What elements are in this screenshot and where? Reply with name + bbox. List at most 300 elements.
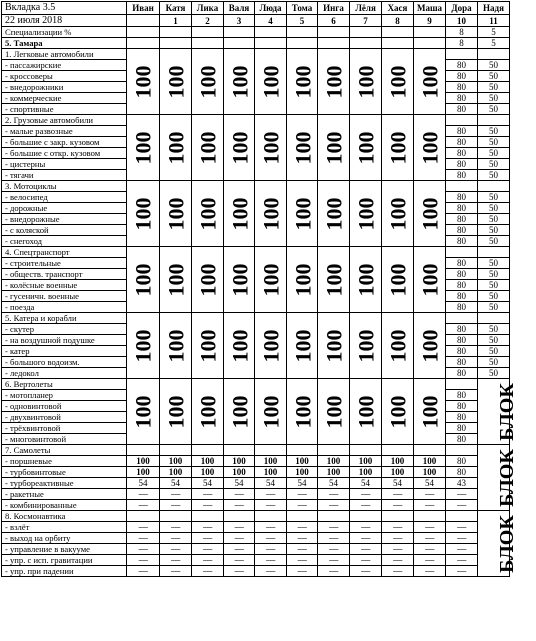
dash-value: ----- xyxy=(192,522,224,533)
value-100: 100 xyxy=(163,197,189,230)
item-label: - турбовинтовые xyxy=(2,467,127,478)
dora-value: 80 xyxy=(446,456,478,467)
nadya-value: 50 xyxy=(478,335,510,346)
plane-value: 100 xyxy=(350,467,382,478)
value-vertical xyxy=(350,313,382,379)
dash-value: ----- xyxy=(318,555,350,566)
column-name: Люда xyxy=(255,2,287,15)
dora-value: 80 xyxy=(446,335,478,346)
nadya-value: 50 xyxy=(478,324,510,335)
dora-value: ----- xyxy=(446,489,478,500)
item-label: - мотопланер xyxy=(2,390,127,401)
plane-value: 54 xyxy=(414,478,446,489)
table-row xyxy=(2,555,510,566)
plane-value: ----- xyxy=(127,500,160,511)
plane-value: 100 xyxy=(192,456,224,467)
value-vertical xyxy=(382,115,414,181)
empty-cell xyxy=(318,445,350,456)
dash-value: ----- xyxy=(382,533,414,544)
value-100: 100 xyxy=(290,395,316,428)
value-vertical xyxy=(382,49,414,115)
dash-value: ----- xyxy=(160,555,192,566)
plane-value: 100 xyxy=(350,456,382,467)
value-100: 100 xyxy=(195,395,221,428)
empty-cell xyxy=(192,38,224,49)
item-label: - снегоход xyxy=(2,236,127,247)
column-name: Валя xyxy=(224,2,255,15)
empty-cell xyxy=(127,445,160,456)
empty-cell xyxy=(224,511,255,522)
dash-value: ----- xyxy=(382,522,414,533)
value-vertical xyxy=(224,379,255,445)
value-100: 100 xyxy=(258,197,284,230)
value-vertical xyxy=(224,115,255,181)
value-100: 100 xyxy=(321,131,347,164)
dora-value: 80 xyxy=(446,467,478,478)
empty-cell xyxy=(127,27,160,38)
value-100: 100 xyxy=(385,131,411,164)
value-100: 100 xyxy=(163,65,189,98)
dash-value: ----- xyxy=(127,555,160,566)
table-row xyxy=(2,49,510,60)
empty-cell xyxy=(127,511,160,522)
dora-value: 80 xyxy=(446,390,478,401)
value-vertical xyxy=(350,115,382,181)
column-name: Катя xyxy=(160,2,192,15)
item-label: - трёхвинтовой xyxy=(2,423,127,434)
empty-cell xyxy=(160,27,192,38)
item-label: - гусеничн. военные xyxy=(2,291,127,302)
value-vertical xyxy=(255,115,287,181)
dash-value: ----- xyxy=(224,533,255,544)
section-title: 7. Самолеты xyxy=(2,445,127,456)
empty-cell xyxy=(446,247,478,258)
spec-dora: 8 xyxy=(446,27,478,38)
nadya-value: 50 xyxy=(478,357,510,368)
blok-text: БЛОК xyxy=(495,382,518,441)
empty-cell xyxy=(414,38,446,49)
item-label: - многовинтовой xyxy=(2,434,127,445)
empty-cell xyxy=(318,27,350,38)
empty-cell xyxy=(478,49,510,60)
column-name: Инга xyxy=(318,2,350,15)
column-number: 5 xyxy=(287,15,318,27)
dash-value: ----- xyxy=(224,566,255,577)
value-100: 100 xyxy=(195,131,221,164)
date-label: 22 июля 2018 xyxy=(2,15,127,27)
nadya-value: 50 xyxy=(478,126,510,137)
value-100: 100 xyxy=(353,329,379,362)
dash-value: ----- xyxy=(382,555,414,566)
plane-value: 100 xyxy=(224,456,255,467)
value-100: 100 xyxy=(353,395,379,428)
plane-value: ----- xyxy=(224,500,255,511)
dash-value: ----- xyxy=(224,555,255,566)
value-vertical xyxy=(414,247,446,313)
dora-value: 80 xyxy=(446,93,478,104)
value-vertical xyxy=(127,247,160,313)
nadya-value: 50 xyxy=(478,368,510,379)
empty-cell xyxy=(350,38,382,49)
empty-cell xyxy=(446,511,478,522)
section-title: 8. Космонавтика xyxy=(2,511,127,522)
table-row xyxy=(2,456,510,467)
nadya-value: 50 xyxy=(478,346,510,357)
blok-label xyxy=(478,379,518,445)
column-number: 2 xyxy=(192,15,224,27)
dash-value: ----- xyxy=(318,522,350,533)
value-vertical xyxy=(318,247,350,313)
spec-nadya: 5 xyxy=(478,27,510,38)
dash-value: ----- xyxy=(192,555,224,566)
plane-value: 100 xyxy=(414,456,446,467)
plane-value: 54 xyxy=(382,478,414,489)
plane-value: ----- xyxy=(382,489,414,500)
empty-cell xyxy=(478,313,510,324)
item-label: - поршневые xyxy=(2,456,127,467)
plane-value: ----- xyxy=(160,500,192,511)
value-100: 100 xyxy=(195,329,221,362)
blok-text: БЛОК xyxy=(495,514,518,573)
value-100: 100 xyxy=(227,329,253,362)
value-vertical xyxy=(192,49,224,115)
value-100: 100 xyxy=(227,65,253,98)
plane-value: 54 xyxy=(192,478,224,489)
value-vertical xyxy=(350,181,382,247)
value-vertical xyxy=(382,181,414,247)
value-vertical xyxy=(414,49,446,115)
column-name: Хася xyxy=(382,2,414,15)
value-vertical xyxy=(224,313,255,379)
dash-value: ----- xyxy=(414,533,446,544)
empty-cell xyxy=(192,511,224,522)
empty-cell xyxy=(382,511,414,522)
dash-value: ----- xyxy=(318,566,350,577)
plane-value: ----- xyxy=(414,489,446,500)
item-label: - спортивные xyxy=(2,104,127,115)
dora-value: 80 xyxy=(446,357,478,368)
dora-value: 80 xyxy=(446,159,478,170)
dash-value: ----- xyxy=(414,522,446,533)
item-label: - строительные xyxy=(2,258,127,269)
empty-cell xyxy=(414,27,446,38)
dash-value: ----- xyxy=(414,555,446,566)
section-title: 2. Грузовые автомобили xyxy=(2,115,127,126)
item-label: - управление в вакууме xyxy=(2,544,127,555)
plane-value: 54 xyxy=(350,478,382,489)
empty-cell xyxy=(350,445,382,456)
empty-cell xyxy=(255,511,287,522)
value-100: 100 xyxy=(290,197,316,230)
value-100: 100 xyxy=(385,329,411,362)
dash-value: ----- xyxy=(350,544,382,555)
value-vertical xyxy=(192,181,224,247)
nadya-value: 50 xyxy=(478,104,510,115)
item-label: - турбореактивные xyxy=(2,478,127,489)
dora-value: 43 xyxy=(446,478,478,489)
value-100: 100 xyxy=(130,329,156,362)
item-label: - ракетные xyxy=(2,489,127,500)
item-label: - поезда xyxy=(2,302,127,313)
plane-value: ----- xyxy=(350,500,382,511)
item-label: - малые развозные xyxy=(2,126,127,137)
blok-text: БЛОК xyxy=(495,448,518,507)
item-label: - с коляской xyxy=(2,225,127,236)
column-number: 3 xyxy=(224,15,255,27)
value-100: 100 xyxy=(353,263,379,296)
item-label: - большие с закр. кузовом xyxy=(2,137,127,148)
nadya-value: 50 xyxy=(478,280,510,291)
value-vertical xyxy=(382,313,414,379)
empty-cell xyxy=(414,511,446,522)
dash-value: ----- xyxy=(414,544,446,555)
dash-value: ----- xyxy=(446,566,478,577)
value-100: 100 xyxy=(353,65,379,98)
empty-cell xyxy=(446,445,478,456)
value-100: 100 xyxy=(385,395,411,428)
blok-label xyxy=(478,445,518,511)
plane-value: 100 xyxy=(414,467,446,478)
item-label: - велосипед xyxy=(2,192,127,203)
value-100: 100 xyxy=(321,197,347,230)
column-number: 4 xyxy=(255,15,287,27)
dora-value: 80 xyxy=(446,423,478,434)
dora-value: 80 xyxy=(446,82,478,93)
item-label: - цистерны xyxy=(2,159,127,170)
table-row xyxy=(2,181,510,192)
dash-value: ----- xyxy=(382,544,414,555)
empty-cell xyxy=(382,27,414,38)
value-100: 100 xyxy=(227,395,253,428)
value-vertical xyxy=(414,115,446,181)
dora-value: 80 xyxy=(446,203,478,214)
value-vertical xyxy=(318,313,350,379)
plane-value: 100 xyxy=(160,456,192,467)
plane-value: 100 xyxy=(192,467,224,478)
empty-cell xyxy=(192,27,224,38)
value-100: 100 xyxy=(195,197,221,230)
dora-value: 80 xyxy=(446,324,478,335)
plane-value: 100 xyxy=(287,456,318,467)
item-label: - пассажирские xyxy=(2,60,127,71)
empty-cell xyxy=(478,247,510,258)
value-100: 100 xyxy=(417,263,443,296)
value-vertical xyxy=(255,49,287,115)
table-row xyxy=(2,478,510,489)
table-row xyxy=(2,522,510,533)
table-row xyxy=(2,489,510,500)
value-vertical xyxy=(160,115,192,181)
dora-value: 80 xyxy=(446,60,478,71)
empty-cell xyxy=(224,27,255,38)
value-vertical xyxy=(192,115,224,181)
value-vertical xyxy=(350,49,382,115)
value-100: 100 xyxy=(290,131,316,164)
plane-value: 100 xyxy=(127,467,160,478)
value-vertical xyxy=(318,379,350,445)
dora-value: ----- xyxy=(446,500,478,511)
column-name: Тома xyxy=(287,2,318,15)
table-row xyxy=(2,445,510,456)
empty-cell xyxy=(287,445,318,456)
value-100: 100 xyxy=(321,65,347,98)
plane-value: ----- xyxy=(160,489,192,500)
column-number: 9 xyxy=(414,15,446,27)
value-100: 100 xyxy=(227,263,253,296)
dora-value: 80 xyxy=(446,434,478,445)
dora-value: 80 xyxy=(446,269,478,280)
value-vertical xyxy=(287,181,318,247)
plane-value: 100 xyxy=(224,467,255,478)
plane-value: 100 xyxy=(382,467,414,478)
column-number: 6 xyxy=(318,15,350,27)
dora-value: 80 xyxy=(446,346,478,357)
section-title: 5. Катера и корабли xyxy=(2,313,127,324)
dash-value: ----- xyxy=(318,544,350,555)
value-100: 100 xyxy=(258,263,284,296)
section-title: 6. Вертолеты xyxy=(2,379,127,390)
item-label: - внедорожники xyxy=(2,82,127,93)
value-100: 100 xyxy=(195,263,221,296)
dash-value: ----- xyxy=(287,544,318,555)
value-vertical xyxy=(160,379,192,445)
empty-cell xyxy=(287,27,318,38)
empty-cell xyxy=(318,38,350,49)
table-row xyxy=(2,313,510,324)
value-vertical xyxy=(127,181,160,247)
value-vertical xyxy=(287,313,318,379)
plane-value: 54 xyxy=(255,478,287,489)
item-label: - катер xyxy=(2,346,127,357)
value-100: 100 xyxy=(321,263,347,296)
dash-value: ----- xyxy=(287,555,318,566)
item-label: - большого водоизм. xyxy=(2,357,127,368)
item-label: - дорожные xyxy=(2,203,127,214)
value-vertical xyxy=(224,49,255,115)
item-label: - комбинированные xyxy=(2,500,127,511)
column-number xyxy=(127,15,160,27)
nadya-value: 50 xyxy=(478,203,510,214)
dash-value: ----- xyxy=(350,533,382,544)
dora-value: 80 xyxy=(446,214,478,225)
plane-value: 100 xyxy=(382,456,414,467)
dora-value: 80 xyxy=(446,401,478,412)
dash-value: ----- xyxy=(255,522,287,533)
plane-value: ----- xyxy=(318,489,350,500)
value-vertical xyxy=(224,247,255,313)
empty-cell xyxy=(287,511,318,522)
dora-value: 80 xyxy=(446,137,478,148)
empty-cell xyxy=(224,445,255,456)
dash-value: ----- xyxy=(127,544,160,555)
dora-value: 80 xyxy=(446,225,478,236)
plane-value: 100 xyxy=(287,467,318,478)
value-vertical xyxy=(255,313,287,379)
plane-value: ----- xyxy=(255,489,287,500)
value-100: 100 xyxy=(321,329,347,362)
value-vertical xyxy=(414,181,446,247)
dash-value: ----- xyxy=(287,533,318,544)
empty-cell xyxy=(350,27,382,38)
value-vertical xyxy=(127,313,160,379)
empty-cell xyxy=(255,27,287,38)
dash-value: ----- xyxy=(255,566,287,577)
dora-value: 80 xyxy=(446,104,478,115)
item-label: - упр. при падении xyxy=(2,566,127,577)
section-title: 1. Легковые автомобили xyxy=(2,49,127,60)
value-vertical xyxy=(318,49,350,115)
value-vertical xyxy=(287,379,318,445)
column-name: Надя xyxy=(478,2,510,15)
dash-value: ----- xyxy=(255,555,287,566)
table-row xyxy=(2,467,510,478)
nadya-value: 50 xyxy=(478,291,510,302)
value-100: 100 xyxy=(130,395,156,428)
dash-value: ----- xyxy=(224,522,255,533)
table-row xyxy=(2,2,510,15)
column-number: 7 xyxy=(350,15,382,27)
dora-value: 80 xyxy=(446,368,478,379)
value-vertical xyxy=(287,115,318,181)
value-vertical xyxy=(192,379,224,445)
value-100: 100 xyxy=(385,263,411,296)
plane-value: 54 xyxy=(224,478,255,489)
dash-value: ----- xyxy=(255,544,287,555)
dash-value: ----- xyxy=(382,566,414,577)
value-vertical xyxy=(192,247,224,313)
plane-value: ----- xyxy=(350,489,382,500)
plane-value: ----- xyxy=(255,500,287,511)
dash-value: ----- xyxy=(192,566,224,577)
item-label: - большие с откр. кузовом xyxy=(2,148,127,159)
plane-value: 100 xyxy=(318,456,350,467)
empty-cell xyxy=(160,511,192,522)
table-row xyxy=(2,379,510,390)
item-label: - колёсные военные xyxy=(2,280,127,291)
empty-cell xyxy=(446,49,478,60)
nadya-value: 50 xyxy=(478,71,510,82)
dash-value: ----- xyxy=(287,522,318,533)
nadya-value: 50 xyxy=(478,148,510,159)
tamara-label: 5. Тамара xyxy=(2,38,127,49)
plane-value: ----- xyxy=(192,489,224,500)
dora-value: 80 xyxy=(446,148,478,159)
value-vertical xyxy=(414,313,446,379)
empty-cell xyxy=(446,313,478,324)
nadya-value: 50 xyxy=(478,258,510,269)
value-100: 100 xyxy=(385,65,411,98)
section-title: 4. Спецтранспорт xyxy=(2,247,127,258)
plane-value: ----- xyxy=(192,500,224,511)
table-row xyxy=(2,511,510,522)
table-row xyxy=(2,27,510,38)
skills-table xyxy=(1,1,518,577)
item-label: - кроссоверы xyxy=(2,71,127,82)
empty-cell xyxy=(287,38,318,49)
item-label: - ледокол xyxy=(2,368,127,379)
value-vertical xyxy=(127,115,160,181)
empty-cell xyxy=(446,181,478,192)
value-100: 100 xyxy=(163,395,189,428)
column-number: 8 xyxy=(382,15,414,27)
dash-value: ----- xyxy=(446,555,478,566)
plane-value: 54 xyxy=(127,478,160,489)
value-100: 100 xyxy=(353,197,379,230)
item-label: - двухвинтовой xyxy=(2,412,127,423)
value-100: 100 xyxy=(195,65,221,98)
value-100: 100 xyxy=(290,65,316,98)
value-100: 100 xyxy=(353,131,379,164)
